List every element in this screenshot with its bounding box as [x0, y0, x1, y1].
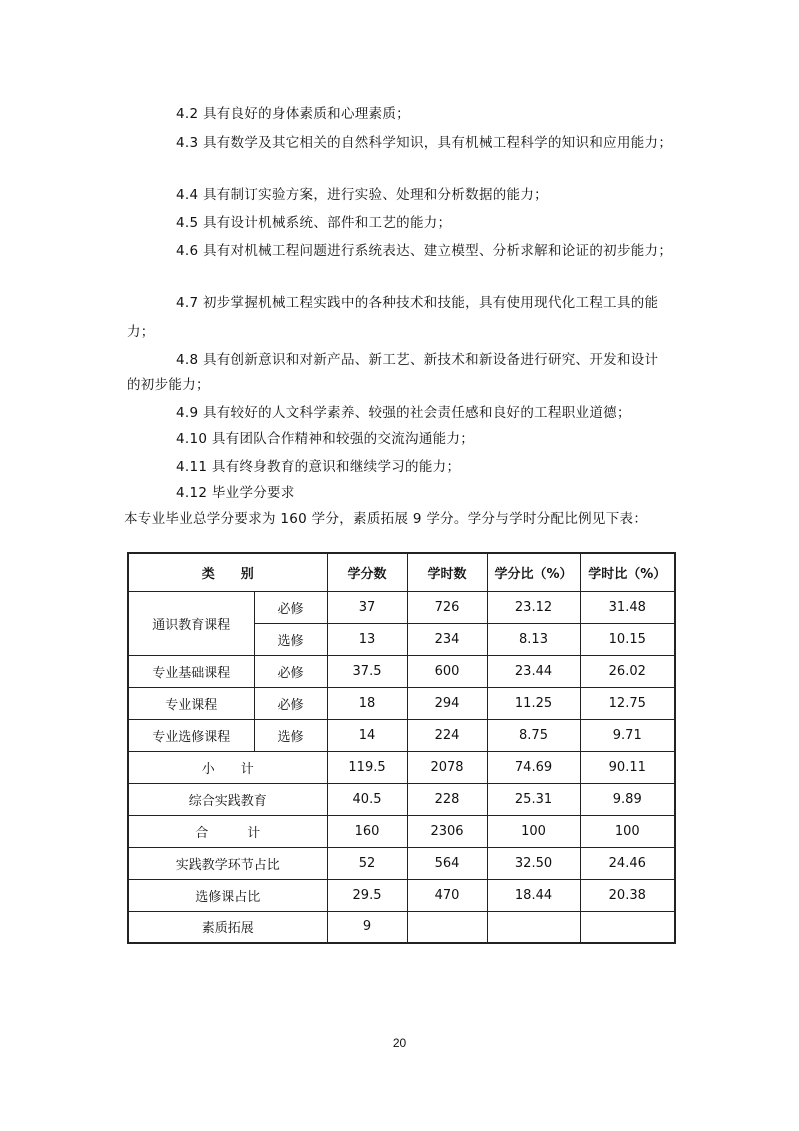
row-hours: 2078 — [407, 751, 487, 783]
line-4-5: 4.5 具有设计机械系统、部件和工艺的能力； — [176, 215, 452, 231]
row-credit-ratio: 11.25 — [487, 687, 580, 719]
row-hour-ratio — [580, 911, 675, 943]
row-credit-ratio — [487, 911, 580, 943]
table-row — [128, 783, 675, 815]
intro-sentence: 本专业毕业总学分要求为 160 学分，素质拓展 9 学分。学分与学时分配比例见下表： — [124, 511, 648, 527]
row-category: 通识教育课程 — [128, 591, 254, 655]
row-credits: 37 — [327, 591, 407, 623]
header-category: 类 别 — [128, 553, 327, 591]
header-hours: 学时数 — [407, 553, 487, 591]
row-type: 必修 — [254, 687, 327, 719]
row-hour-ratio: 31.48 — [580, 591, 675, 623]
table-row — [128, 751, 675, 783]
table-row — [128, 847, 675, 879]
row-category: 实践教学环节占比 — [128, 847, 327, 879]
line-4-4: 4.4 具有制订实验方案，进行实验、处理和分析数据的能力； — [176, 187, 548, 203]
row-credit-ratio: 23.44 — [487, 655, 580, 687]
table-row — [128, 655, 675, 687]
row-credits: 52 — [327, 847, 407, 879]
row-credits: 160 — [327, 815, 407, 847]
line-4-7-cont: 力； — [127, 324, 155, 340]
row-credits: 13 — [327, 623, 407, 655]
credit-distribution-table — [127, 552, 676, 944]
row-category: 合 计 — [128, 815, 327, 847]
row-hour-ratio: 90.11 — [580, 751, 675, 783]
row-category: 专业选修课程 — [128, 719, 254, 751]
row-credits: 29.5 — [327, 879, 407, 911]
row-category: 小 计 — [128, 751, 327, 783]
table-row — [128, 687, 675, 719]
row-type: 必修 — [254, 655, 327, 687]
row-type: 必修 — [254, 591, 327, 623]
row-hours: 726 — [407, 591, 487, 623]
table-row — [128, 879, 675, 911]
row-type: 选修 — [254, 623, 327, 655]
row-hours: 228 — [407, 783, 487, 815]
row-hour-ratio: 20.38 — [580, 879, 675, 911]
header-hour-ratio: 学时比（%） — [580, 553, 675, 591]
row-credit-ratio: 18.44 — [487, 879, 580, 911]
row-hour-ratio: 26.02 — [580, 655, 675, 687]
row-hours: 470 — [407, 879, 487, 911]
table-row — [128, 719, 675, 751]
row-credit-ratio: 23.12 — [487, 591, 580, 623]
table-row — [128, 591, 675, 623]
row-credit-ratio: 8.75 — [487, 719, 580, 751]
row-hours — [407, 911, 487, 943]
row-hours: 600 — [407, 655, 487, 687]
line-4-2: 4.2 具有良好的身体素质和心理素质； — [176, 106, 410, 122]
line-4-6: 4.6 具有对机械工程问题进行系统表达、建立模型、分析求解和论证的初步能力； — [176, 243, 673, 259]
row-hours: 564 — [407, 847, 487, 879]
row-category: 专业基础课程 — [128, 655, 254, 687]
header-credits: 学分数 — [327, 553, 407, 591]
row-hour-ratio: 9.71 — [580, 719, 675, 751]
row-credit-ratio: 8.13 — [487, 623, 580, 655]
row-hour-ratio: 24.46 — [580, 847, 675, 879]
table-header-row — [128, 553, 675, 591]
row-category: 综合实践教育 — [128, 783, 327, 815]
row-credit-ratio: 74.69 — [487, 751, 580, 783]
line-4-8-cont: 的初步能力； — [127, 377, 210, 393]
row-hours: 224 — [407, 719, 487, 751]
line-4-10: 4.10 具有团队合作精神和较强的交流沟通能力； — [176, 431, 475, 447]
line-4-3: 4.3 具有数学及其它相关的自然科学知识，具有机械工程科学的知识和应用能力； — [176, 135, 673, 151]
row-type: 选修 — [254, 719, 327, 751]
table-row — [128, 815, 675, 847]
row-category: 专业课程 — [128, 687, 254, 719]
row-category: 选修课占比 — [128, 879, 327, 911]
row-credits: 18 — [327, 687, 407, 719]
row-credits: 9 — [327, 911, 407, 943]
row-hours: 234 — [407, 623, 487, 655]
header-credit-ratio: 学分比（%） — [487, 553, 580, 591]
row-credit-ratio: 25.31 — [487, 783, 580, 815]
table-row — [128, 911, 675, 943]
line-4-9: 4.9 具有较好的人文科学素养、较强的社会责任感和良好的工程职业道德； — [176, 405, 631, 421]
row-credit-ratio: 32.50 — [487, 847, 580, 879]
row-hour-ratio: 100 — [580, 815, 675, 847]
line-4-12: 4.12 毕业学分要求 — [176, 485, 295, 501]
row-credits: 37.5 — [327, 655, 407, 687]
row-hour-ratio: 12.75 — [580, 687, 675, 719]
row-credits: 40.5 — [327, 783, 407, 815]
page-number: 20 — [392, 1036, 407, 1050]
row-credits: 119.5 — [327, 751, 407, 783]
row-credit-ratio: 100 — [487, 815, 580, 847]
row-hour-ratio: 9.89 — [580, 783, 675, 815]
line-4-7: 4.7 初步掌握机械工程实践中的各种技术和技能，具有使用现代化工程工具的能 — [176, 295, 659, 311]
line-4-11: 4.11 具有终身教育的意识和继续学习的能力； — [176, 459, 461, 475]
line-4-8: 4.8 具有创新意识和对新产品、新工艺、新技术和新设备进行研究、开发和设计 — [176, 352, 659, 368]
row-hours: 294 — [407, 687, 487, 719]
row-credits: 14 — [327, 719, 407, 751]
row-hour-ratio: 10.15 — [580, 623, 675, 655]
row-category: 素质拓展 — [128, 911, 327, 943]
row-hours: 2306 — [407, 815, 487, 847]
